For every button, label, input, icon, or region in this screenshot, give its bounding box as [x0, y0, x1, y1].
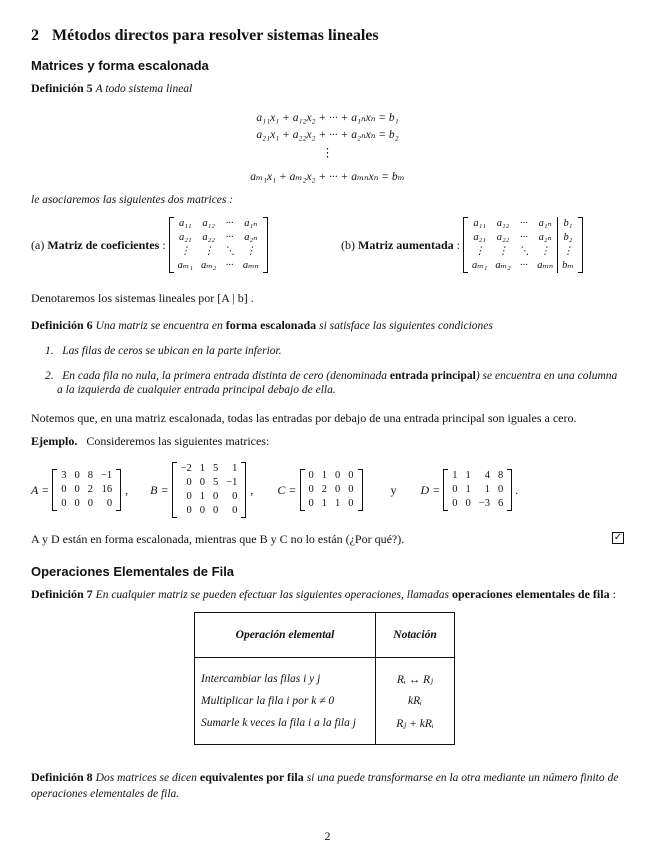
header-operation: Operación elemental — [195, 613, 376, 658]
list-item-1 — [45, 345, 282, 357]
operations-table — [194, 612, 455, 745]
matrix-C-name: C = — [277, 482, 297, 497]
matrix-entry: 1 — [465, 470, 471, 481]
matrix-entry: 8 — [87, 470, 93, 481]
matrix-entry: ⋮ — [245, 246, 257, 257]
def6-bold: forma escalonada — [225, 318, 317, 332]
matrix-entry: 4 — [484, 470, 490, 481]
table-row — [195, 690, 455, 712]
def8-bold: equivalentes por fila — [199, 770, 304, 784]
matrix-entry: a₂₂ — [202, 232, 215, 243]
matrix-entry: 1 — [321, 470, 328, 481]
matrix-C-row — [305, 469, 358, 483]
notation-cell: Rᵢ ↔ Rⱼ — [396, 674, 434, 686]
matrix-entry: 0 — [452, 498, 458, 509]
matrix-A-sep: , — [125, 482, 129, 497]
matrix-entry: aₘₙ — [537, 260, 554, 271]
matrix-entry: 0 — [452, 484, 458, 495]
matrix-entry: 0 — [348, 498, 354, 509]
list-text-1: Las filas de ceros se ubican en la parte inferior. — [62, 345, 282, 357]
op-cell: Multiplicar la fila i por k ≠ 0 — [195, 690, 376, 712]
matrix-C — [300, 469, 363, 511]
definition-7 — [31, 587, 625, 603]
matrix-B-name: B = — [150, 482, 169, 497]
op-cell: Intercambiar las filas i y j — [195, 658, 376, 691]
matrix-entry: 0 — [61, 484, 67, 495]
def7-bold2: fila — [592, 587, 610, 601]
aug-matrix-block — [341, 213, 583, 277]
matrix-entry: 0 — [186, 505, 192, 516]
operations-table-header — [195, 613, 455, 658]
matrix-entry: 0 — [497, 484, 504, 495]
matrix-entry: 1 — [199, 463, 205, 474]
matrix-entry: 1 — [321, 498, 328, 509]
matrix-entry: ⋱ — [518, 246, 530, 257]
rhs-entry: bₘ — [558, 259, 578, 273]
matrix-entry: ··· — [520, 232, 528, 243]
matrix-B — [172, 462, 247, 518]
def7-label: Definición 7 — [31, 587, 93, 601]
matrix-entry: a₂ₙ — [538, 232, 552, 243]
matrix-entry: a₂ₙ — [244, 232, 258, 243]
coef-matrix-block — [31, 213, 268, 277]
aug-colon: : — [456, 237, 460, 252]
matrix-B-row — [177, 504, 242, 518]
list-item-2-cont: a la izquierda de cualquier entrada principal debajo de ella. — [57, 384, 336, 396]
matrix-entry: 8 — [497, 470, 504, 481]
system-row-1: a₁₁x₁ + a₁₂x₂ + ··· + a₁ₙxₙ = b₁ — [256, 112, 399, 124]
assoc-text: le asociaremos las siguientes dos matrices : — [31, 194, 234, 206]
definition-6 — [31, 318, 493, 333]
matrix-A-row — [57, 497, 116, 511]
matrix-entry: 0 — [465, 498, 471, 509]
aug-matrix-row — [468, 259, 578, 273]
matrix-D — [443, 469, 512, 511]
matrix-entry: ··· — [225, 260, 234, 271]
matrix-C-row — [305, 497, 358, 511]
matrix-entry: aₘ₁ — [472, 260, 488, 271]
rhs-entry: b₁ — [558, 217, 578, 231]
definition-8 — [31, 770, 625, 802]
matrix-entry: ··· — [520, 218, 528, 229]
def8-label: Definición 8 — [31, 770, 93, 784]
matrix-entry: a₁₁ — [179, 218, 192, 229]
matrix-A-row — [57, 483, 116, 497]
matrix-entry: −3 — [478, 498, 490, 509]
matrix-entry: 1 — [452, 470, 458, 481]
list-num-1: 1. — [45, 345, 54, 357]
matrix-entry: 2 — [87, 484, 93, 495]
matrix-entry: ··· — [225, 218, 234, 229]
matrix-entry: a₁ₙ — [244, 218, 258, 229]
section-title-text: Métodos directos para resolver sistemas lineales — [52, 27, 379, 44]
matrix-entry: 16 — [101, 484, 113, 495]
matrix-entry: 1 — [465, 484, 471, 495]
system-row-m: aₘ₁x₁ + aₘ₂x₂ + ··· + aₘₙxₙ = bₘ — [250, 171, 405, 183]
system-row-2: a₂₁x₁ + a₂₂x₂ + ··· + a₂ₙxₙ = b₂ — [256, 129, 399, 141]
notation-cell: kRᵢ — [408, 695, 422, 707]
matrix-entry: 0 — [335, 470, 341, 481]
matrix-B-row — [177, 490, 242, 504]
matrix-B-row — [177, 476, 242, 490]
matrix-entry: −1 — [100, 470, 113, 481]
coef-matrix-row — [174, 231, 263, 245]
matrix-entry: 0 — [232, 505, 238, 516]
matrix-entry: 0 — [308, 498, 314, 509]
rhs-entry: ⋮ — [558, 245, 578, 259]
aug-matrix-row — [468, 245, 578, 259]
note-text: Notemos que, en una matriz escalonada, todas las entradas por debajo de una entrada principal son iguales a cero. — [31, 411, 577, 425]
matrix-entry: −2 — [180, 463, 192, 474]
matrix-entry: 0 — [335, 484, 341, 495]
aug-matrix-row — [468, 217, 578, 231]
matrix-entry: 0 — [87, 498, 93, 509]
matrix-entry: 5 — [213, 477, 219, 488]
rhs-entry: b₂ — [558, 231, 578, 245]
matrix-B-sep: , — [250, 482, 254, 497]
example-matrices — [31, 459, 631, 521]
def8-t3: de operaciones elementales de fila. — [31, 772, 619, 800]
def5-text: A todo sistema lineal — [95, 83, 193, 95]
def6-t2: si satisface las siguientes condiciones — [319, 320, 493, 332]
matrix-entry: ⋮ — [497, 246, 509, 257]
matrix-entry: ··· — [520, 260, 528, 271]
table-row — [195, 658, 455, 691]
section-title — [31, 27, 379, 45]
def7-t1: En cualquier matriz se pueden efectuar las siguientes operaciones, llamadas — [95, 589, 449, 601]
table-row — [195, 712, 455, 745]
matrix-entry: a₂₁ — [179, 232, 192, 243]
matrix-entry: ··· — [225, 232, 234, 243]
coef-matrix-row — [174, 217, 263, 231]
matrix-entry: a₁₁ — [473, 218, 486, 229]
aug-label: Matriz aumentada — [358, 237, 454, 252]
coef-matrix-row — [174, 259, 263, 273]
def6-label: Definición 6 — [31, 318, 93, 332]
matrix-entry: aₘ₂ — [200, 260, 217, 271]
matrix-A-row — [57, 469, 116, 483]
definition-5 — [31, 81, 192, 96]
notation-cell: Rⱼ + kRᵢ — [396, 718, 434, 730]
matrix-entry: −1 — [226, 477, 238, 488]
matrix-D-row — [448, 469, 507, 483]
example-label: Ejemplo. — [31, 434, 78, 448]
matrix-entry: a₂₂ — [496, 232, 510, 243]
system-vdots: ⋮ — [321, 147, 334, 159]
section-number: 2 — [31, 27, 39, 44]
matrix-entry: 0 — [348, 484, 354, 495]
coef-prefix: (a) — [31, 237, 45, 252]
def7-t2: : — [612, 587, 616, 601]
def8-t2: si una puede transformarse en la otra mediante un número finito — [306, 772, 605, 784]
def7-bold1: operaciones elementales de — [451, 587, 590, 601]
matrix-entry: 0 — [186, 477, 192, 488]
example-text: Consideremos las siguientes matrices: — [86, 434, 270, 448]
matrix-entry: ⋱ — [224, 246, 235, 257]
matrix-entry: 0 — [74, 470, 80, 481]
list-text-2b: ) se encuentra en una columna — [475, 370, 618, 382]
matrix-entry: 1 — [335, 498, 341, 509]
matrix-entry: aₘ₂ — [495, 260, 511, 271]
def8-t1: Dos matrices se dicen — [95, 772, 197, 784]
matrix-C-row — [305, 483, 358, 497]
matrix-D-sep: . — [515, 482, 519, 497]
matrix-entry: 3 — [61, 470, 67, 481]
def5-label: Definición 5 — [31, 81, 93, 95]
matrix-entry: 0 — [74, 484, 80, 495]
matrix-B-row — [177, 462, 242, 476]
aug-prefix: (b) — [341, 237, 355, 252]
list-num-2: 2. — [45, 370, 54, 382]
matrix-entry: aₘ₁ — [177, 260, 193, 271]
matrix-entry: 0 — [199, 477, 205, 488]
denote-text: Denotaremos los sistemas lineales por [A | b] . — [31, 291, 254, 305]
matrix-entry: a₂₁ — [473, 232, 486, 243]
list-item-2 — [45, 370, 617, 382]
matrix-entry: 2 — [321, 484, 328, 495]
matrix-entry: a₁₂ — [496, 218, 510, 229]
matrix-entry: 0 — [74, 498, 80, 509]
matrix-entry: 0 — [213, 491, 219, 502]
matrix-entry: ⋮ — [180, 246, 191, 257]
example-line — [31, 434, 269, 449]
matrix-D-row — [448, 483, 507, 497]
subsection-operations: Operaciones Elementales de Fila — [31, 564, 235, 579]
qed-check-icon: ✓ — [613, 532, 623, 543]
matrix-entry: 0 — [186, 491, 192, 502]
coef-colon: : — [162, 237, 166, 252]
matrix-entry: 0 — [308, 484, 314, 495]
coef-matrix-row — [174, 245, 263, 259]
aug-matrix — [463, 217, 583, 273]
list-text-2-bold: entrada principal — [389, 370, 476, 382]
matrix-entry: a₁ₙ — [538, 218, 552, 229]
matrix-entry: 0 — [106, 498, 113, 509]
coef-matrix — [169, 217, 268, 273]
conclusion-text: A y D están en forma escalonada, mientras que B y C no lo están (¿Por qué?). — [31, 532, 405, 546]
matrix-entry: 0 — [199, 505, 205, 516]
def6-t1: Una matriz se encuentra en — [95, 320, 223, 332]
matrix-entry: 0 — [213, 505, 219, 516]
matrix-A — [52, 469, 121, 511]
matrix-D-row — [448, 497, 507, 511]
matrix-entry: 5 — [213, 463, 219, 474]
matrix-entry: 0 — [61, 498, 67, 509]
aug-matrix-row — [468, 231, 578, 245]
matrix-D-name: D = — [420, 482, 441, 497]
matrix-entry: a₁₂ — [202, 218, 215, 229]
matrix-entry: ⋮ — [539, 246, 551, 257]
matrix-entry: 1 — [484, 484, 490, 495]
matrix-entry: 1 — [199, 491, 205, 502]
list-text-2a: En cada fila no nula, la primera entrada distinta de cero (denominada — [62, 370, 387, 382]
op-cell: Sumarle k veces la fila i a la fila j — [195, 712, 376, 745]
coef-label: Matriz de coeficientes — [47, 237, 160, 252]
matrix-C-sep: y — [390, 482, 397, 497]
subsection-matrices: Matrices y forma escalonada — [31, 58, 209, 73]
matrix-entry: ⋮ — [203, 246, 214, 257]
matrix-entry: 1 — [232, 463, 238, 474]
matrix-entry: 6 — [497, 498, 504, 509]
matrix-entry: 0 — [308, 470, 314, 481]
matrix-entry: aₘₙ — [242, 260, 259, 271]
header-notation: Notación — [376, 613, 455, 658]
matrix-entry: 0 — [348, 470, 354, 481]
page-number: 2 — [324, 829, 331, 843]
matrix-entry: 0 — [232, 491, 238, 502]
matrix-entry: ⋮ — [474, 246, 485, 257]
matrix-A-name: A = — [31, 482, 50, 497]
